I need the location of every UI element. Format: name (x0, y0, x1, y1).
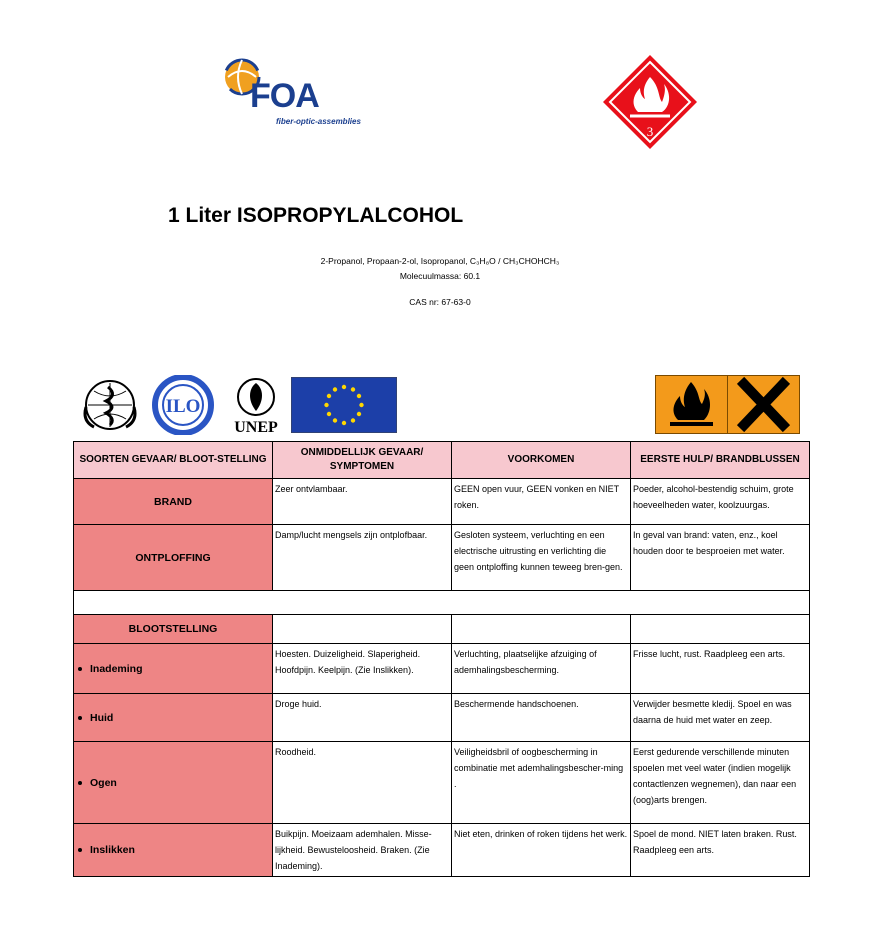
table-header-row (74, 442, 810, 479)
first-aid-cell: Frisse lucht, rust. Raadpleeg een arts. (631, 644, 810, 694)
company-logo (220, 55, 380, 130)
eu-flag-icon (291, 377, 397, 433)
bullet-icon (78, 781, 82, 785)
symptoms-cell: Hoesten. Duizeligheid. Slaperigheid. Hoofdpijn. Keelpijn. (Zie Inslikken). (273, 644, 452, 694)
exposure-route-cell (74, 742, 273, 824)
column-header: VOORKOMEN (452, 442, 631, 479)
document-title: 1 Liter ISOPROPYLALCOHOL (168, 204, 464, 227)
first-aid-cell: In geval van brand: vaten, enz., koel houden door te besproeien met water. (631, 525, 810, 591)
exposure-route-label: Inademing (90, 662, 143, 675)
ilo-logo-icon (146, 375, 220, 435)
table-row (74, 694, 810, 742)
molar-mass-line: Molecuulmassa: 60.1 (399, 271, 481, 281)
prevention-cell: Verluchting, plaatselijke afzuiging of ademhalingsbescherming. (452, 644, 631, 694)
symptoms-cell: Buikpijn. Moeizaam ademhalen. Misse-lijkheid. Bewusteloosheid. Braken. (Zie Inademing). (273, 824, 452, 877)
table-row (74, 525, 810, 591)
prevention-cell: Gesloten systeem, verluchting en een electrische uitrusting en verlichting die geen ontploffing kunnen teweeg bren-gen. (452, 525, 631, 591)
flame-icon (600, 52, 700, 152)
unep-logo-text: UNEP (234, 419, 278, 435)
hazard-type-cell: BRAND (74, 479, 273, 525)
cas-number-line: CAS nr: 67-63-0 (409, 297, 471, 307)
ilo-logo-text: ILO (165, 396, 201, 417)
safety-table (73, 441, 809, 877)
prevention-cell: Veiligheidsbril of oogbescherming in combinatie met ademhalingsbescher-ming . (452, 742, 631, 824)
harmful-x-icon (727, 375, 800, 434)
unep-logo-icon (224, 375, 288, 435)
prevention-cell: Beschermende handschoenen. (452, 694, 631, 742)
table-row (74, 479, 810, 525)
prevention-cell (452, 615, 631, 644)
table-row (74, 615, 810, 644)
symptoms-cell: Zeer ontvlambaar. (273, 479, 452, 525)
column-header: SOORTEN GEVAAR/ BLOOT-STELLING (74, 442, 273, 479)
synonyms-line: 2-Propanol, Propaan-2-ol, Isopropanol, C₃H₈O / CH₃CHOHCH₃ (320, 256, 560, 266)
hazard-type-cell: ONTPLOFFING (74, 525, 273, 591)
who-logo-icon (78, 377, 142, 433)
first-aid-cell: Spoel de mond. NIET laten braken. Rust. Raadpleeg een arts. (631, 824, 810, 877)
first-aid-cell: Eerst gedurende verschillende minuten spoelen met veel water (indien mogelijk contactlenzen wegnemen), dan naar een (oog)arts brengen. (631, 742, 810, 824)
column-header: EERSTE HULP/ BRANDBLUSSEN (631, 442, 810, 479)
exposure-route-label: Huid (90, 711, 114, 724)
symptoms-cell (273, 615, 452, 644)
bullet-icon (78, 848, 82, 852)
exposure-route-cell (74, 824, 273, 877)
hazard-class-number: 3 (646, 124, 654, 139)
exposure-route-label: Ogen (90, 776, 117, 789)
table-row (74, 742, 810, 824)
first-aid-cell: Poeder, alcohol-bestendig schuim, grote hoeveelheden water, koolzuurgas. (631, 479, 810, 525)
table-row (74, 824, 810, 877)
symptoms-cell: Damp/lucht mengsels zijn ontplofbaar. (273, 525, 452, 591)
prevention-cell: GEEN open vuur, GEEN vonken en NIET roken. (452, 479, 631, 525)
spacer-row (74, 591, 810, 615)
hazard-type-cell: BLOOTSTELLING (74, 615, 273, 644)
symptoms-cell: Roodheid. (273, 742, 452, 824)
first-aid-cell (631, 615, 810, 644)
bullet-icon (78, 716, 82, 720)
column-header: ONMIDDELLIJK GEVAAR/ SYMPTOMEN (273, 442, 452, 479)
first-aid-cell: Verwijder besmette kledij. Spoel en was daarna de huid met water en zeep. (631, 694, 810, 742)
exposure-route-cell (74, 644, 273, 694)
prevention-cell: Niet eten, drinken of roken tijdens het werk. (452, 824, 631, 877)
bullet-icon (78, 667, 82, 671)
exposure-route-label: Inslikken (90, 844, 135, 856)
company-tagline: fiber-optic-assemblies (276, 117, 361, 126)
table-row (74, 644, 810, 694)
exposure-route-cell (74, 694, 273, 742)
symptoms-cell: Droge huid. (273, 694, 452, 742)
flammable-diamond (600, 52, 700, 152)
flammable-icon (655, 375, 728, 434)
company-logo-text: FOA (250, 77, 319, 115)
